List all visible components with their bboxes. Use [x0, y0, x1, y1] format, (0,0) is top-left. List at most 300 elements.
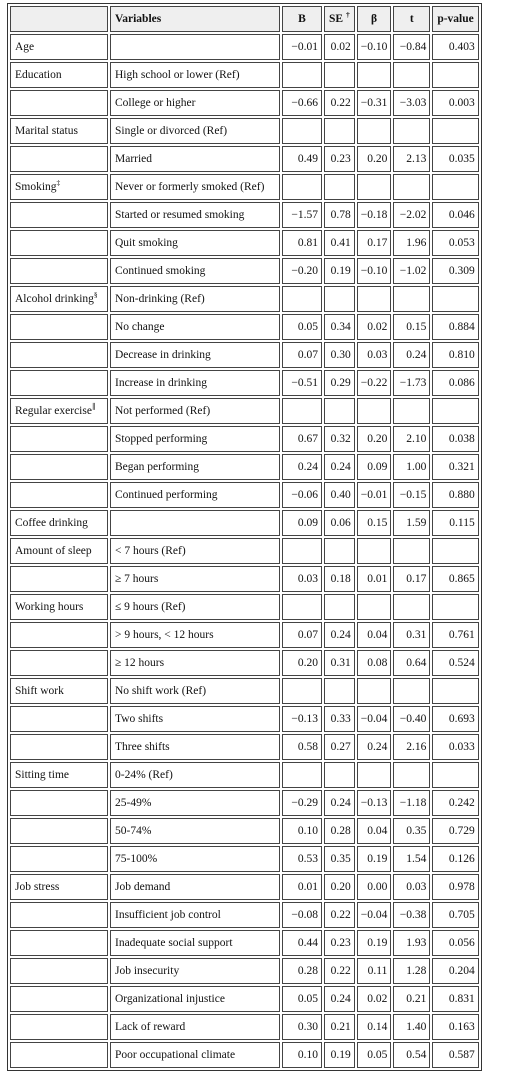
- p-value-cell: 0.038: [432, 426, 478, 452]
- p-value-cell: 0.831: [432, 986, 478, 1012]
- p-value-cell: 0.046: [432, 202, 478, 228]
- variable-name: Amount of sleep: [15, 545, 92, 557]
- t-cell: 0.17: [393, 566, 430, 592]
- p-value-cell: 0.115: [432, 510, 478, 536]
- se-cell: 0.78: [324, 202, 355, 228]
- level-cell: Began performing: [110, 454, 280, 480]
- t-cell: [393, 118, 430, 144]
- se-cell: [324, 594, 355, 620]
- level-cell: High school or lower (Ref): [110, 62, 280, 88]
- table-row: [10, 538, 479, 564]
- table-row: [10, 846, 479, 872]
- se-cell: 0.23: [324, 930, 355, 956]
- level-cell: No shift work (Ref): [110, 678, 280, 704]
- se-cell: [324, 118, 355, 144]
- level-cell: Increase in drinking: [110, 370, 280, 396]
- se-cell: 0.21: [324, 1014, 355, 1040]
- se-cell: 0.24: [324, 986, 355, 1012]
- level-cell: Job insecurity: [110, 958, 280, 984]
- p-value-cell: 0.403: [432, 34, 478, 60]
- b-cell: −1.57: [282, 202, 322, 228]
- t-cell: 1.54: [393, 846, 430, 872]
- variable-cell: [10, 622, 108, 648]
- p-value-cell: 0.884: [432, 314, 478, 340]
- variable-cell: [10, 510, 108, 536]
- b-cell: 0.44: [282, 930, 322, 956]
- level-cell: Non-drinking (Ref): [110, 286, 280, 312]
- t-cell: 2.10: [393, 426, 430, 452]
- header-variables: Variables: [110, 6, 280, 32]
- b-cell: 0.20: [282, 650, 322, 676]
- level-cell: Single or divorced (Ref): [110, 118, 280, 144]
- p-value-cell: 0.035: [432, 146, 478, 172]
- b-cell: 0.10: [282, 1042, 322, 1068]
- beta-cell: 0.19: [357, 846, 392, 872]
- table-row: [10, 258, 479, 284]
- beta-cell: [357, 286, 392, 312]
- t-cell: 1.59: [393, 510, 430, 536]
- variable-cell: [10, 342, 108, 368]
- variable-cell: [10, 286, 108, 312]
- table-row: [10, 398, 479, 424]
- beta-cell: 0.01: [357, 566, 392, 592]
- t-cell: [393, 678, 430, 704]
- se-cell: [324, 62, 355, 88]
- p-value-cell: 0.321: [432, 454, 478, 480]
- beta-cell: 0.03: [357, 342, 392, 368]
- beta-cell: 0.20: [357, 426, 392, 452]
- p-value-cell: [432, 678, 478, 704]
- p-value-cell: 0.729: [432, 818, 478, 844]
- level-cell: Insufficient job control: [110, 902, 280, 928]
- beta-cell: 0.09: [357, 454, 392, 480]
- beta-cell: 0.11: [357, 958, 392, 984]
- variable-cell: [10, 90, 108, 116]
- level-cell: > 9 hours, < 12 hours: [110, 622, 280, 648]
- p-value-cell: 0.053: [432, 230, 478, 256]
- variable-cell: [10, 902, 108, 928]
- t-cell: [393, 174, 430, 200]
- b-cell: 0.24: [282, 454, 322, 480]
- b-cell: [282, 174, 322, 200]
- regression-table: [7, 3, 482, 1071]
- t-cell: 0.64: [393, 650, 430, 676]
- beta-cell: [357, 62, 392, 88]
- se-cell: 0.24: [324, 454, 355, 480]
- t-cell: [393, 538, 430, 564]
- level-cell: Two shifts: [110, 706, 280, 732]
- beta-cell: 0.05: [357, 1042, 392, 1068]
- variable-name: Regular exercise: [15, 405, 92, 417]
- header-t: t: [393, 6, 430, 32]
- beta-cell: −0.01: [357, 482, 392, 508]
- variable-name: Shift work: [15, 685, 64, 697]
- level-cell: No change: [110, 314, 280, 340]
- b-cell: −0.08: [282, 902, 322, 928]
- se-cell: [324, 678, 355, 704]
- b-cell: 0.09: [282, 510, 322, 536]
- table-row: [10, 202, 479, 228]
- variable-cell: [10, 146, 108, 172]
- header-se-label: SE: [329, 13, 344, 25]
- header-b: B: [282, 6, 322, 32]
- t-cell: 0.15: [393, 314, 430, 340]
- beta-cell: 0.17: [357, 230, 392, 256]
- level-cell: 0-24% (Ref): [110, 762, 280, 788]
- variable-cell: [10, 538, 108, 564]
- se-cell: 0.02: [324, 34, 355, 60]
- table-row: [10, 874, 479, 900]
- variable-cell: [10, 846, 108, 872]
- t-cell: 0.35: [393, 818, 430, 844]
- t-cell: 1.40: [393, 1014, 430, 1040]
- variable-name: Education: [15, 69, 62, 81]
- b-cell: [282, 678, 322, 704]
- table-row: [10, 174, 479, 200]
- beta-cell: [357, 762, 392, 788]
- se-cell: 0.22: [324, 902, 355, 928]
- variable-cell: [10, 930, 108, 956]
- level-cell: College or higher: [110, 90, 280, 116]
- table-row: [10, 1014, 479, 1040]
- table-row: [10, 1042, 479, 1068]
- variable-cell: [10, 62, 108, 88]
- se-cell: 0.19: [324, 1042, 355, 1068]
- level-cell: Started or resumed smoking: [110, 202, 280, 228]
- table-row: [10, 62, 479, 88]
- variable-cell: [10, 986, 108, 1012]
- se-cell: 0.24: [324, 790, 355, 816]
- t-cell: 0.31: [393, 622, 430, 648]
- table-row: [10, 566, 479, 592]
- beta-cell: −0.04: [357, 706, 392, 732]
- variable-cell: [10, 734, 108, 760]
- level-cell: ≥ 12 hours: [110, 650, 280, 676]
- level-cell: Inadequate social support: [110, 930, 280, 956]
- beta-cell: 0.15: [357, 510, 392, 536]
- table-row: [10, 762, 479, 788]
- p-value-cell: [432, 594, 478, 620]
- variable-cell: [10, 706, 108, 732]
- b-cell: [282, 286, 322, 312]
- p-value-cell: 0.163: [432, 1014, 478, 1040]
- beta-cell: 0.14: [357, 1014, 392, 1040]
- se-cell: 0.28: [324, 818, 355, 844]
- footnote-mark: §: [93, 290, 98, 299]
- beta-cell: [357, 594, 392, 620]
- p-value-cell: [432, 118, 478, 144]
- variable-cell: [10, 566, 108, 592]
- se-cell: 0.29: [324, 370, 355, 396]
- t-cell: −0.15: [393, 482, 430, 508]
- p-value-cell: 0.693: [432, 706, 478, 732]
- variable-cell: [10, 678, 108, 704]
- table-row: [10, 594, 479, 620]
- b-cell: [282, 118, 322, 144]
- se-cell: 0.23: [324, 146, 355, 172]
- beta-cell: 0.02: [357, 986, 392, 1012]
- b-cell: −0.66: [282, 90, 322, 116]
- b-cell: −0.13: [282, 706, 322, 732]
- t-cell: [393, 286, 430, 312]
- beta-cell: [357, 678, 392, 704]
- level-cell: 50-74%: [110, 818, 280, 844]
- t-cell: −0.38: [393, 902, 430, 928]
- beta-cell: [357, 538, 392, 564]
- table-row: [10, 958, 479, 984]
- table-row: [10, 510, 479, 536]
- b-cell: 0.05: [282, 986, 322, 1012]
- p-value-cell: [432, 286, 478, 312]
- level-cell: [110, 34, 280, 60]
- se-cell: 0.40: [324, 482, 355, 508]
- variable-cell: [10, 1014, 108, 1040]
- t-cell: 2.13: [393, 146, 430, 172]
- b-cell: 0.03: [282, 566, 322, 592]
- table-row: [10, 930, 479, 956]
- b-cell: [282, 538, 322, 564]
- beta-cell: 0.24: [357, 734, 392, 760]
- variable-cell: [10, 790, 108, 816]
- b-cell: 0.10: [282, 818, 322, 844]
- level-cell: Organizational injustice: [110, 986, 280, 1012]
- p-value-cell: 0.587: [432, 1042, 478, 1068]
- table-row: [10, 650, 479, 676]
- p-value-cell: 0.978: [432, 874, 478, 900]
- level-cell: Not performed (Ref): [110, 398, 280, 424]
- t-cell: 0.54: [393, 1042, 430, 1068]
- variable-cell: [10, 174, 108, 200]
- se-cell: 0.34: [324, 314, 355, 340]
- t-cell: [393, 594, 430, 620]
- beta-cell: 0.04: [357, 622, 392, 648]
- beta-cell: −0.04: [357, 902, 392, 928]
- level-cell: 75-100%: [110, 846, 280, 872]
- t-cell: 0.24: [393, 342, 430, 368]
- variable-cell: [10, 118, 108, 144]
- p-value-cell: 0.003: [432, 90, 478, 116]
- t-cell: 1.93: [393, 930, 430, 956]
- table-row: [10, 986, 479, 1012]
- level-cell: Continued smoking: [110, 258, 280, 284]
- variable-cell: [10, 454, 108, 480]
- b-cell: 0.53: [282, 846, 322, 872]
- table-row: [10, 118, 479, 144]
- se-cell: 0.30: [324, 342, 355, 368]
- variable-name: Age: [15, 41, 35, 53]
- beta-cell: −0.22: [357, 370, 392, 396]
- table-row: [10, 790, 479, 816]
- se-cell: 0.20: [324, 874, 355, 900]
- beta-cell: [357, 398, 392, 424]
- se-cell: 0.33: [324, 706, 355, 732]
- beta-cell: [357, 118, 392, 144]
- header-se: [324, 6, 355, 32]
- variable-cell: [10, 762, 108, 788]
- variable-cell: [10, 874, 108, 900]
- p-value-cell: [432, 538, 478, 564]
- b-cell: 0.28: [282, 958, 322, 984]
- level-cell: Married: [110, 146, 280, 172]
- p-value-cell: 0.242: [432, 790, 478, 816]
- beta-cell: [357, 174, 392, 200]
- b-cell: 0.05: [282, 314, 322, 340]
- t-cell: 0.21: [393, 986, 430, 1012]
- beta-cell: 0.00: [357, 874, 392, 900]
- footnote-mark: ‡: [56, 178, 61, 187]
- beta-cell: 0.04: [357, 818, 392, 844]
- t-cell: −1.73: [393, 370, 430, 396]
- t-cell: 0.03: [393, 874, 430, 900]
- b-cell: [282, 62, 322, 88]
- b-cell: −0.01: [282, 34, 322, 60]
- p-value-cell: 0.309: [432, 258, 478, 284]
- variable-name: Coffee drinking: [15, 517, 88, 529]
- b-cell: 0.01: [282, 874, 322, 900]
- header-beta: β: [357, 6, 392, 32]
- t-cell: [393, 398, 430, 424]
- beta-cell: 0.19: [357, 930, 392, 956]
- level-cell: Job demand: [110, 874, 280, 900]
- se-cell: 0.18: [324, 566, 355, 592]
- variable-name: Job stress: [15, 881, 60, 893]
- level-cell: ≤ 9 hours (Ref): [110, 594, 280, 620]
- table-row: [10, 622, 479, 648]
- b-cell: 0.67: [282, 426, 322, 452]
- table-row: [10, 314, 479, 340]
- variable-cell: [10, 202, 108, 228]
- level-cell: ≥ 7 hours: [110, 566, 280, 592]
- p-value-cell: [432, 762, 478, 788]
- variable-cell: [10, 958, 108, 984]
- b-cell: 0.07: [282, 622, 322, 648]
- b-cell: −0.06: [282, 482, 322, 508]
- t-cell: −0.84: [393, 34, 430, 60]
- t-cell: −1.02: [393, 258, 430, 284]
- variable-cell: [10, 482, 108, 508]
- se-cell: [324, 538, 355, 564]
- beta-cell: 0.02: [357, 314, 392, 340]
- level-cell: Poor occupational climate: [110, 1042, 280, 1068]
- beta-cell: 0.20: [357, 146, 392, 172]
- level-cell: Three shifts: [110, 734, 280, 760]
- se-cell: 0.32: [324, 426, 355, 452]
- p-value-cell: 0.033: [432, 734, 478, 760]
- b-cell: 0.49: [282, 146, 322, 172]
- b-cell: [282, 594, 322, 620]
- se-cell: [324, 174, 355, 200]
- header-se-footnote-mark: †: [345, 10, 350, 19]
- t-cell: 2.16: [393, 734, 430, 760]
- table-row: [10, 342, 479, 368]
- p-value-cell: 0.865: [432, 566, 478, 592]
- t-cell: −0.40: [393, 706, 430, 732]
- table-row: [10, 90, 479, 116]
- beta-cell: −0.18: [357, 202, 392, 228]
- b-cell: −0.51: [282, 370, 322, 396]
- t-cell: 1.96: [393, 230, 430, 256]
- b-cell: 0.07: [282, 342, 322, 368]
- table-row: [10, 818, 479, 844]
- t-cell: −1.18: [393, 790, 430, 816]
- level-cell: 25-49%: [110, 790, 280, 816]
- level-cell: Stopped performing: [110, 426, 280, 452]
- p-value-cell: 0.761: [432, 622, 478, 648]
- se-cell: 0.22: [324, 958, 355, 984]
- variable-cell: [10, 426, 108, 452]
- level-cell: Continued performing: [110, 482, 280, 508]
- beta-cell: −0.31: [357, 90, 392, 116]
- variable-name: Smoking: [15, 181, 57, 193]
- se-cell: 0.22: [324, 90, 355, 116]
- footnote-mark: ∥: [91, 402, 96, 411]
- header-blank: [10, 6, 108, 32]
- table-body: [10, 34, 479, 1068]
- p-value-cell: 0.705: [432, 902, 478, 928]
- variable-cell: [10, 230, 108, 256]
- se-cell: 0.31: [324, 650, 355, 676]
- se-cell: 0.06: [324, 510, 355, 536]
- se-cell: [324, 398, 355, 424]
- variable-cell: [10, 650, 108, 676]
- variable-name: Working hours: [15, 601, 84, 613]
- p-value-cell: [432, 62, 478, 88]
- variable-cell: [10, 398, 108, 424]
- table-row: [10, 370, 479, 396]
- p-value-cell: [432, 174, 478, 200]
- variable-name: Sitting time: [15, 769, 69, 781]
- b-cell: −0.20: [282, 258, 322, 284]
- t-cell: 1.00: [393, 454, 430, 480]
- p-value-cell: 0.810: [432, 342, 478, 368]
- header-p-value: p-value: [432, 6, 478, 32]
- se-cell: 0.19: [324, 258, 355, 284]
- t-cell: [393, 762, 430, 788]
- beta-cell: 0.08: [357, 650, 392, 676]
- variable-cell: [10, 1042, 108, 1068]
- p-value-cell: 0.126: [432, 846, 478, 872]
- beta-cell: −0.13: [357, 790, 392, 816]
- b-cell: [282, 762, 322, 788]
- table-row: [10, 230, 479, 256]
- level-cell: Never or formerly smoked (Ref): [110, 174, 280, 200]
- level-cell: Quit smoking: [110, 230, 280, 256]
- p-value-cell: [432, 398, 478, 424]
- table-row: [10, 426, 479, 452]
- t-cell: −3.03: [393, 90, 430, 116]
- t-cell: [393, 62, 430, 88]
- table-row: [10, 454, 479, 480]
- p-value-cell: 0.086: [432, 370, 478, 396]
- level-cell: [110, 510, 280, 536]
- variable-cell: [10, 370, 108, 396]
- level-cell: < 7 hours (Ref): [110, 538, 280, 564]
- b-cell: 0.30: [282, 1014, 322, 1040]
- se-cell: [324, 762, 355, 788]
- se-cell: 0.35: [324, 846, 355, 872]
- b-cell: [282, 398, 322, 424]
- b-cell: −0.29: [282, 790, 322, 816]
- beta-cell: −0.10: [357, 34, 392, 60]
- header-row: [10, 6, 479, 32]
- table-row: [10, 734, 479, 760]
- variable-cell: [10, 314, 108, 340]
- p-value-cell: 0.880: [432, 482, 478, 508]
- table-row: [10, 678, 479, 704]
- variable-cell: [10, 258, 108, 284]
- level-cell: Lack of reward: [110, 1014, 280, 1040]
- table-row: [10, 482, 479, 508]
